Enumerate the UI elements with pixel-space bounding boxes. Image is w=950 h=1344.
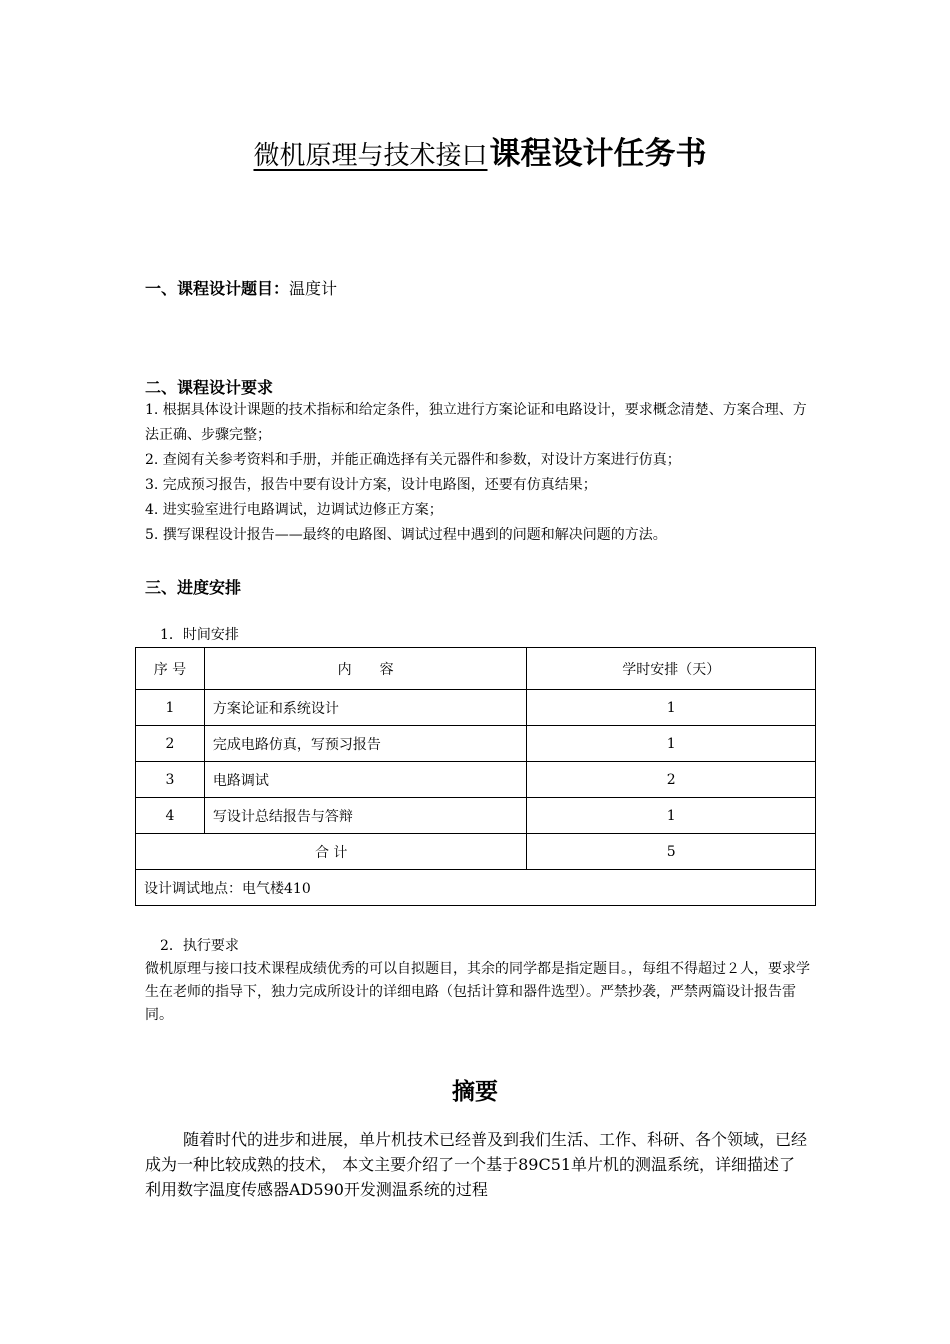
total-value: 5 [527, 834, 816, 870]
document-title [0, 128, 950, 173]
section-3-heading [145, 575, 241, 598]
table-total-row [136, 834, 816, 870]
requirements-list [145, 398, 810, 548]
table-row [136, 690, 816, 726]
header-days: 学时安排（天） [527, 648, 816, 690]
abstract-title: 摘要 [452, 1079, 498, 1105]
header-content: 内 容 [204, 648, 527, 690]
row-days: 1 [527, 798, 816, 834]
table-row [136, 798, 816, 834]
table-row [136, 726, 816, 762]
requirement-item: 4. 进实验室进行电路调试，边调试边修正方案； [145, 502, 443, 518]
document-type: 课程设计任务书 [489, 136, 707, 172]
row-index: 2 [136, 726, 205, 762]
table-header-row [136, 648, 816, 690]
abstract-body: 随着时代的进步和进展，单片机技术已经普及到我们生活、工作、科研、各个领域，已经成为一种比较成熟的技术， 本文主要介绍了一个基于89C51单片机的测温系统，详细描述了利用数字温度传感器AD590开发测温系统的过程 [145, 1130, 808, 1199]
requirement-item: 3. 完成预习报告，报告中要有设计方案，设计电路图，还要有仿真结果； [145, 477, 597, 493]
requirement-item: 2. 查阅有关参考资料和手册，并能正确选择有关元器件和参数，对设计方案进行仿真； [145, 452, 681, 468]
location-text: 设计调试地点：电气楼410 [136, 870, 816, 906]
row-days: 1 [527, 726, 816, 762]
row-index: 4 [136, 798, 205, 834]
row-days: 1 [527, 690, 816, 726]
row-index: 3 [136, 762, 205, 798]
requirement-item: 1. 根据具体设计课题的技术指标和给定条件，独立进行方案论证和电路设计，要求概念清楚、方案合理、方法正确、步骤完整； [145, 402, 807, 443]
requirement-item: 5. 撰写课程设计报告——最终的电路图、调试过程中遇到的问题和解决问题的方法。 [145, 527, 667, 543]
table-row [136, 762, 816, 798]
section-3-heading-text: 三、进度安排 [145, 578, 242, 597]
row-days: 2 [527, 762, 816, 798]
table-location-row [136, 870, 816, 906]
section-2-heading-text: 二、课程设计要求 [145, 378, 274, 397]
row-index: 1 [136, 690, 205, 726]
execution-requirements-label: 2．执行要求 [160, 938, 239, 954]
row-content: 完成电路仿真，写预习报告 [204, 726, 527, 762]
total-label: 合 计 [136, 834, 527, 870]
row-content: 电路调试 [204, 762, 527, 798]
section-1-heading: 一、课程设计题目： [145, 279, 290, 298]
course-name: 微机原理与技术接口 [253, 141, 488, 171]
topic-value: 温度计 [289, 279, 338, 298]
time-schedule-label: 1．时间安排 [160, 627, 239, 643]
row-content: 方案论证和系统设计 [204, 690, 527, 726]
section-2-heading [145, 375, 273, 398]
execution-requirements [145, 958, 810, 1027]
row-content: 写设计总结报告与答辩 [204, 798, 527, 834]
schedule-table [135, 647, 816, 906]
execution-text: 微机原理与接口技术课程成绩优秀的可以自拟题目，其余的同学都是指定题目。，每组不得超过２人，要求学生在老师的指导下，独力完成所设计的详细电路（包括计算和器件选型）。严禁抄袭，严禁两篇设计报告雷同。 [145, 961, 810, 1023]
section-1-topic [145, 276, 337, 299]
header-index: 序 号 [136, 648, 205, 690]
